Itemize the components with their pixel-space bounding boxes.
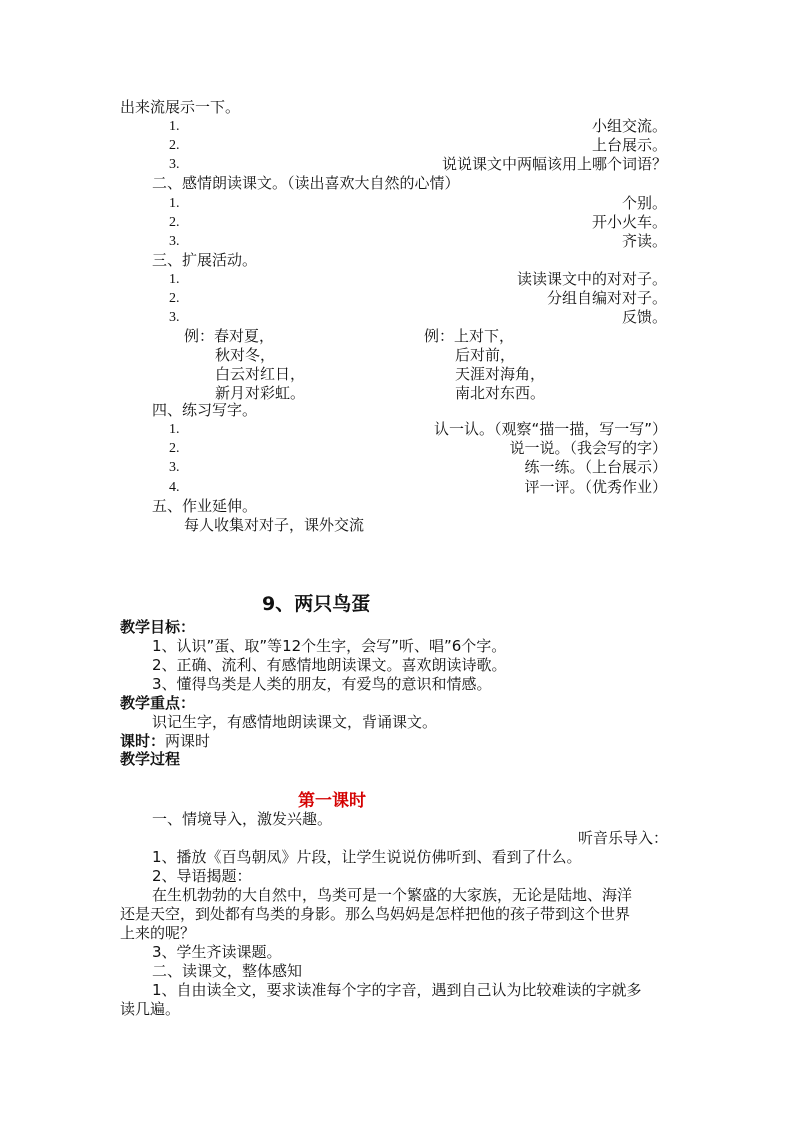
- list-number: 1.: [169, 272, 180, 287]
- list-item: 个别。: [621, 194, 667, 212]
- hours-value: 两课时: [165, 732, 211, 750]
- section-heading: 五、作业延伸。: [152, 497, 258, 515]
- example-left: 秋对冬，: [215, 346, 276, 364]
- step-item: 读几遍。: [120, 1000, 181, 1018]
- list-number: 1.: [169, 422, 180, 437]
- list-number: 1.: [169, 196, 180, 211]
- list-number: 2.: [169, 138, 180, 153]
- example-left: 例：春对夏，: [184, 327, 275, 345]
- section-heading: 四、练习写字。: [152, 401, 258, 419]
- goal-item: 3、懂得鸟类是人类的朋友，有爱鸟的意识和情感。: [152, 675, 492, 693]
- music-intro: 听音乐导入：: [577, 829, 668, 847]
- lesson-title: 9、两只鸟蛋: [262, 593, 371, 615]
- list-item: 说说课文中两幅该用上哪个词语？: [441, 155, 667, 173]
- list-item: 上台展示。: [591, 136, 667, 154]
- process-label: 教学过程: [120, 750, 181, 768]
- list-number: 4.: [169, 480, 180, 495]
- step-heading: 二、读课文，整体感知: [152, 962, 303, 980]
- paragraph-line: 还是天空，到处都有鸟类的身影。那么鸟妈妈是怎样把他的孩子带到这个世界: [120, 905, 631, 923]
- paragraph-line: 在生机勃勃的大自然中，鸟类可是一个繁盛的大家族，无论是陆地、海洋: [152, 886, 633, 904]
- example-right: 后对前，: [455, 346, 516, 364]
- list-number: 3.: [169, 157, 180, 172]
- list-item: 齐读。: [621, 232, 667, 250]
- list-number: 3.: [169, 234, 180, 249]
- list-item: 小组交流。: [591, 117, 667, 135]
- list-number: 3.: [169, 460, 180, 475]
- list-item: 评一评。（优秀作业）: [524, 478, 667, 496]
- list-number: 1.: [169, 119, 180, 134]
- example-left: 白云对红日，: [215, 365, 306, 383]
- list-item: 分组自编对对子。: [546, 289, 667, 307]
- step-item: 1、播放《百鸟朝凤》片段，让学生说说仿佛听到、看到了什么。: [152, 848, 582, 866]
- list-number: 2.: [169, 215, 180, 230]
- step-item: 3、学生齐读课题。: [152, 943, 282, 961]
- step-heading: 一、情境导入，激发兴趣。: [152, 810, 333, 828]
- first-lesson-heading: 第一课时: [298, 791, 366, 811]
- goals-label: 教学目标：: [120, 618, 196, 636]
- list-item: 反馈。: [621, 308, 667, 326]
- example-right: 例：上对下，: [424, 327, 515, 345]
- focus-text: 识记生字，有感情地朗读课文，背诵课文。: [152, 713, 438, 731]
- example-right: 天涯对海角，: [455, 365, 546, 383]
- example-right: 南北对东西。: [455, 384, 546, 402]
- example-left: 新月对彩虹。: [215, 384, 306, 402]
- list-item: 开小火车。: [591, 213, 667, 231]
- list-item: 练一练。（上台展示）: [524, 458, 667, 476]
- list-number: 3.: [169, 310, 180, 325]
- focus-label: 教学重点：: [120, 694, 196, 712]
- section-heading: 三、扩展活动。: [152, 251, 258, 269]
- paragraph-line: 上来的呢？: [120, 924, 196, 942]
- hours-label: 课时：: [120, 732, 166, 750]
- goal-item: 1、认识”蛋、取”等12个生字，会写”听、唱”6个字。: [152, 637, 507, 655]
- step-item: 1、自由读全文，要求读准每个字的字音，遇到自己认为比较难读的字就多: [152, 981, 642, 999]
- homework-text: 每人收集对对子，课外交流: [184, 516, 365, 534]
- step-item: 2、导语揭题：: [152, 867, 252, 885]
- goal-item: 2、正确、流利、有感情地朗读课文。喜欢朗读诗歌。: [152, 656, 507, 674]
- list-item: 说一说。（我会写的字）: [509, 439, 667, 457]
- list-number: 2.: [169, 291, 180, 306]
- list-item: 读读课文中的对对子。: [516, 270, 667, 288]
- hours-line: [120, 732, 210, 751]
- section-heading: 二、感情朗读课文。（读出喜欢大自然的心情）: [152, 174, 460, 192]
- list-item: 认一认。（观察“描一描，写一写”）: [433, 420, 667, 438]
- list-number: 2.: [169, 441, 180, 456]
- intro-line: 出来流展示一下。: [120, 98, 241, 116]
